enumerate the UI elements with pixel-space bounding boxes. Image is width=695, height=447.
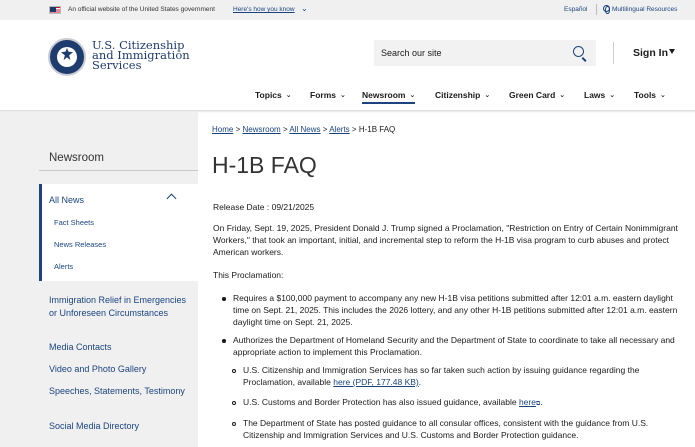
- sidebar-item-alerts[interactable]: Alerts: [54, 262, 74, 271]
- sub-bullet-marker: [232, 369, 236, 373]
- gov-banner: [0, 0, 695, 20]
- nav-laws[interactable]: Laws ⌄: [584, 90, 616, 100]
- logo-line-1: U.S. Citizenship: [92, 38, 185, 52]
- multilingual-resources-link[interactable]: Multilingual Resources: [612, 6, 678, 13]
- list-item-state-guidance: The Department of State has posted guidance to all consular offices, consistent with the guidance from U.S. Citizenship and Immigration Services and U.S. Customs and Border Protection guidance.: [243, 418, 649, 440]
- page-title: H-1B FAQ: [212, 152, 317, 178]
- nav-forms[interactable]: Forms ⌄: [310, 90, 346, 100]
- nav-tools[interactable]: Tools ⌄: [634, 90, 666, 100]
- proclamation-heading: This Proclamation:: [213, 270, 284, 280]
- sidebar-item-fact-sheets[interactable]: Fact Sheets: [54, 218, 95, 227]
- search-box: [374, 40, 596, 66]
- external-link-icon: ⧉: [535, 401, 541, 407]
- cbp-guidance-link[interactable]: here: [518, 397, 536, 407]
- release-date: Release Date : 09/21/2025: [213, 202, 315, 212]
- bullet-marker: [222, 297, 226, 301]
- list-item-uscis-guidance: U.S. Citizenship and Immigration Services has so far taken such action by issuing guidance regarding the Proclamation, available here (PDF, 177.48 KB).: [243, 365, 640, 387]
- chevron-down-icon: ⌄: [409, 92, 416, 99]
- chevron-down-icon: ⌄: [609, 92, 616, 99]
- intro-paragraph: On Friday, Sept. 19, 2025, President Donald J. Trump signed a Proclamation, "Restriction on Entry of Certain Nonimmigrant Workers," that took an important, initial, and incremental step to reform the H-1B visa program to curb abuses and protect American workers.: [213, 223, 678, 257]
- search-input[interactable]: [374, 40, 564, 66]
- breadcrumb-newsroom[interactable]: Newsroom: [242, 125, 281, 134]
- uscis-seal-logo[interactable]: [48, 38, 86, 76]
- nav-citizenship[interactable]: Citizenship ⌄: [435, 90, 491, 100]
- breadcrumb-home[interactable]: Home: [212, 125, 234, 134]
- bullet-marker: [222, 339, 226, 343]
- breadcrumb-separator: >: [351, 125, 357, 134]
- sidebar-item-news-releases[interactable]: News Releases: [54, 240, 107, 249]
- logo-line-3: Services: [92, 58, 142, 72]
- chevron-down-icon: ⌄: [339, 92, 346, 99]
- chevron-down-icon[interactable]: ⌄: [301, 4, 308, 13]
- breadcrumb-separator: >: [322, 125, 328, 134]
- sidebar-item-media-contacts[interactable]: Media Contacts: [49, 342, 112, 352]
- breadcrumb-alerts[interactable]: Alerts: [329, 125, 350, 134]
- sign-in-button[interactable]: Sign In: [633, 47, 668, 59]
- sidebar-item-speeches[interactable]: Speeches, Statements, Testimony: [49, 386, 185, 396]
- active-indicator: [39, 184, 42, 281]
- official-website-text: An official website of the United States government: [68, 6, 215, 13]
- logo-line-2: and Immigration: [92, 48, 190, 62]
- chevron-down-icon: ⌄: [559, 92, 566, 99]
- espanol-link[interactable]: Español: [564, 6, 588, 13]
- breadcrumb-current: H-1B FAQ: [358, 125, 396, 134]
- uscis-logo-text[interactable]: [92, 40, 202, 70]
- sidebar-title: Newsroom: [49, 152, 104, 164]
- sub-bullet-marker: [232, 401, 236, 405]
- banner-divider: [596, 4, 597, 15]
- list-item-cbp-guidance: U.S. Customs and Border Protection has also issued guidance, available here⧉.: [243, 397, 543, 407]
- nav-green-card[interactable]: Green Card ⌄: [509, 90, 566, 100]
- list-item-authorizes: Authorizes the Department of Homeland Security and the Department of State to coordinate to take all necessary and appropriate action to implement this Proclamation.: [233, 335, 675, 357]
- us-flag-icon: [49, 6, 61, 14]
- sidebar-item-immigration-relief[interactable]: Immigration Relief in Emergencies or Unforeseen Circumstances: [49, 295, 187, 318]
- globe-icon: [603, 5, 610, 12]
- header-divider: [613, 42, 614, 64]
- nav-newsroom[interactable]: Newsroom ⌄: [362, 90, 415, 104]
- sidebar-divider: [39, 170, 198, 171]
- breadcrumb-all-news[interactable]: All News: [289, 125, 321, 134]
- search-icon[interactable]: [573, 46, 584, 57]
- breadcrumb-separator: >: [282, 125, 288, 134]
- chevron-down-icon: ⌄: [484, 92, 491, 99]
- chevron-down-icon: ⌄: [660, 92, 666, 99]
- sidebar-item-social-media-directory[interactable]: Social Media Directory: [49, 421, 140, 431]
- nav-topics[interactable]: Topics ⌄: [255, 90, 292, 100]
- heres-how-you-know-link[interactable]: Here's how you know: [233, 6, 295, 13]
- chevron-down-icon: ⌄: [285, 92, 292, 99]
- uscis-guidance-pdf-link[interactable]: here (PDF, 177.48 KB): [333, 377, 419, 387]
- breadcrumb: [212, 125, 395, 134]
- sidebar-item-video-photo-gallery[interactable]: Video and Photo Gallery: [49, 364, 147, 374]
- sub-bullet-marker: [232, 422, 236, 426]
- caret-down-icon[interactable]: [669, 49, 675, 54]
- list-item-payment: Requires a $100,000 payment to accompany any new H-1B visa petitions submitted after 12:01 a.m. eastern daylight time on Sept. 21, 2025. This includes the 2026 lottery, and any other H-1B petitions submitted after 12:01 a.m. eastern daylight time on Sept. 21, 2025.: [233, 293, 678, 327]
- sidebar-item-all-news[interactable]: All News: [49, 195, 85, 205]
- breadcrumb-separator: >: [235, 125, 241, 134]
